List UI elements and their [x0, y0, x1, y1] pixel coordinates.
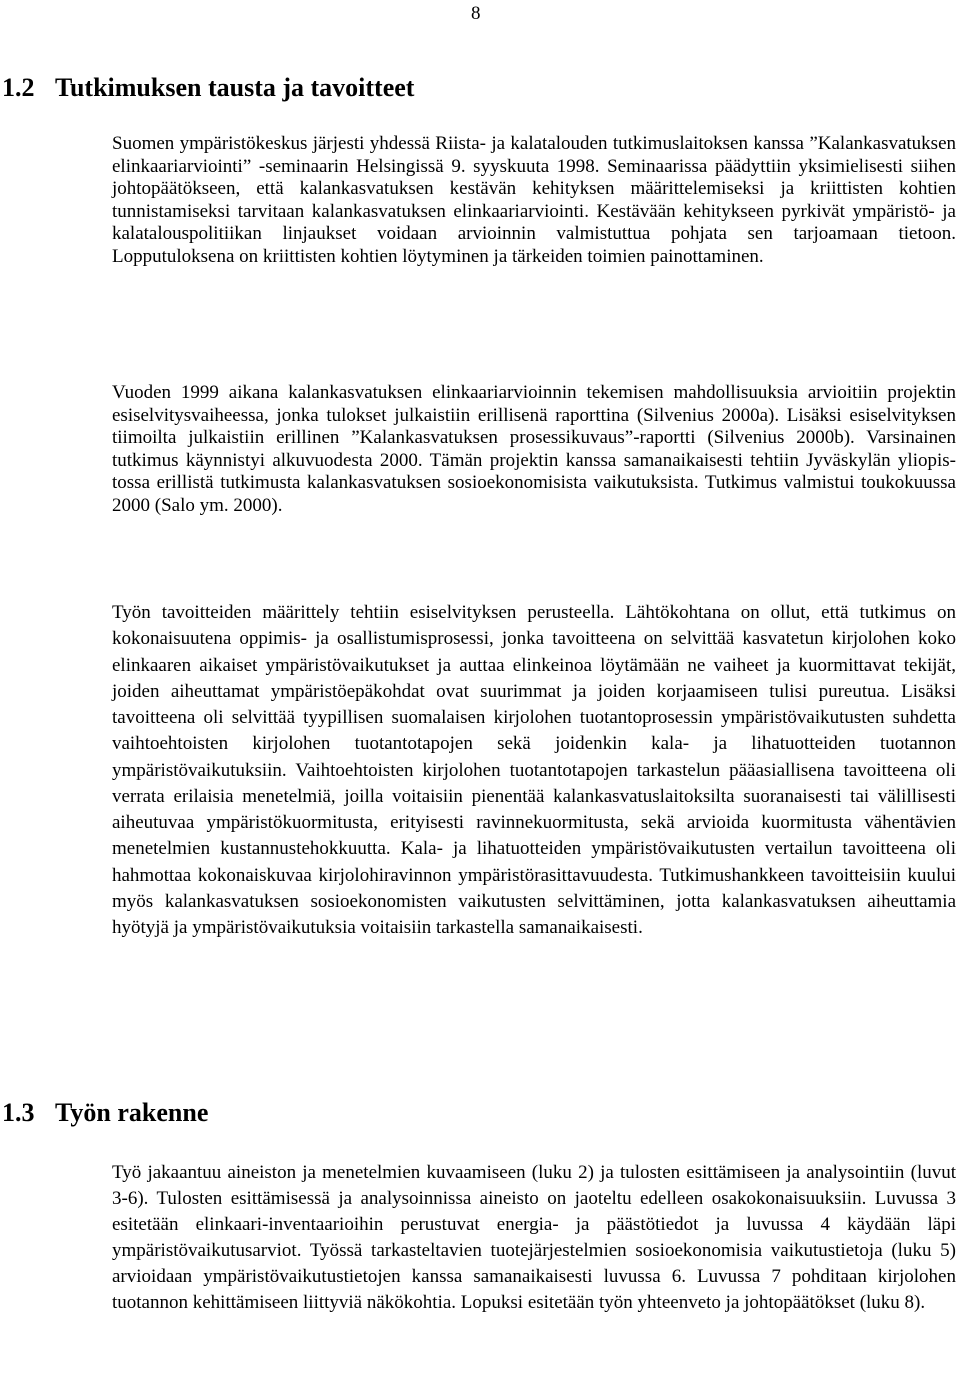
- section-title: Työn rakenne: [55, 1098, 209, 1127]
- section-heading-1-2: [2, 73, 414, 103]
- section-number: 1.3: [2, 1098, 35, 1127]
- paragraph-preliminary-study: Vuoden 1999 aikana kalankasvatuksen elinkaariarvioinnin tekemisen mahdollisuuksia arvioitiin projektin esiselvitysvaiheessa, jonka tulokset julkaistiin erillisenä raporttina (Silvenius 2000a). Lisäksi esiselvityksen tiimoilta julkaistiin erillinen ”Kalankasvatuksen prosessikuvaus”-raportti (Silvenius 2000b). Varsinainen tutkimus käynnistyi alkuvuodesta 2000. Tämän projektin kanssa samanaikaisesti tehtiin Jyväskylän yliopistossa erillistä tutkimusta kalankasvatuksen sosioekonomisista vaikutuksista. Tutkimus valmistui toukokuussa 2000 (Salo ym. 2000).: [112, 382, 956, 516]
- paragraph-objectives: Työn tavoitteiden määrittely tehtiin esiselvityksen perusteella. Lähtökohtana on ollut, että tutkimus on kokonaisuutena oppimis- ja osallistumisprosessi, jonka tavoitteena on selvittää kasvatetun kirjolohen koko elinkaaren aikaiset ympäristövaikutukset ja auttaa elinkeinoa löytämään ne vaiheet ja kuormittavat tekijät, joiden aiheuttamat ympäristöepäkohdat ovat suurimmat ja joiden korjaamiseen tulisi pureutua. Lisäksi tavoitteena oli selvittää tyypillisen suomalaisen kirjolohen tuotantoprosessin ympäristövaikutusten suhdetta vaihtoehtoisten kirjolohen tuotantotapojen sekä joidenkin kala- ja lihatuotteiden tuotannon ympäristövaikutuksiin. Vaihtoehtoisten kirjolohen tuotantotapojen tarkastelun pääasiallisena tavoitteena oli verrata erilaisia menetelmiä, joilla voitaisiin pienentää kalankasvatuslaitoksilta suoranaisesti tai välillisesti aiheutuvaa ympäristökuormitusta, erityisesti ravinnekuormitusta, sekä arvioida kuormitusta vähentävien menetelmien kustannustehokkuutta. Kala- ja lihatuotteiden ympäristövaikutusten vertailun tavoitteena oli hahmottaa kokonaiskuvaa kirjolohiravinnon ympäristörasittavuudesta. Tutkimushankkeen tavoitteisiin kuului myös kalankasvatuksen sosioekonomisten vaikutusten selvittäminen, jotta kalankasvatuksen aiheuttamia hyötyjä ja ympäristövaikutuksia voitaisiin tarkastella samanaikaisesti.: [112, 602, 956, 938]
- page-number: 8: [471, 3, 481, 24]
- section-heading-1-3: [2, 1098, 208, 1128]
- paragraph-structure: Työ jakaantuu aineiston ja menetelmien kuvaamiseen (luku 2) ja tulosten esittämiseen ja analysointiin (luvut 3-6). Tulosten esittämisessä ja analysoinnissa aineisto on jaoteltu edelleen osakokonaisuuksiin. Luvussa 3 esitetään elinkaari-inventaarioihin perustuvat energia- ja päästötiedot ja luvussa 4 käydään läpi ympäristövaikutusarviot. Työssä tarkasteltavien tuotejärjestelmien sosioekonomisia vaikutustietoja (luku 5) arvioidaan ympäristövaikutustietojen kanssa samanaikaisesti luvussa 6. Luvussa 7 pohditaan kirjolohen tuotannon kehittämiseen liittyviä näkökohtia. Lopuksi esitetään työn yhteenveto ja johtopäätökset (luku 8).: [112, 1162, 956, 1313]
- section-number: 1.2: [2, 73, 35, 102]
- paragraph-seminar: Suomen ympäristökeskus järjesti yhdessä Riista- ja kalatalouden tutkimuslaitoksen kanssa ”Kalankasvatuksen elinkaariarviointi” -seminaarin Helsingissä 9. syyskuuta 1998. Seminaarissa päädyttiin yksimielisesti siihen johtopäätökseen, että kalankasvatuksen kestävän kehityksen määrittelemiseksi ja kriittisten kohtien tunnistamiseksi tarvitaan kalankasvatuksen elinkaariarviointi. Kestävään kehitykseen pyrkivät ympäristö- ja kalatalouspolitiikan linjaukset voidaan arvioinnin valmistuttua pohjata sen tarjoamaan tietoon. Lopputuloksena on kriittisten kohtien löytyminen ja tärkeiden toimien painottaminen.: [112, 133, 956, 267]
- section-title: Tutkimuksen tausta ja tavoitteet: [55, 73, 415, 102]
